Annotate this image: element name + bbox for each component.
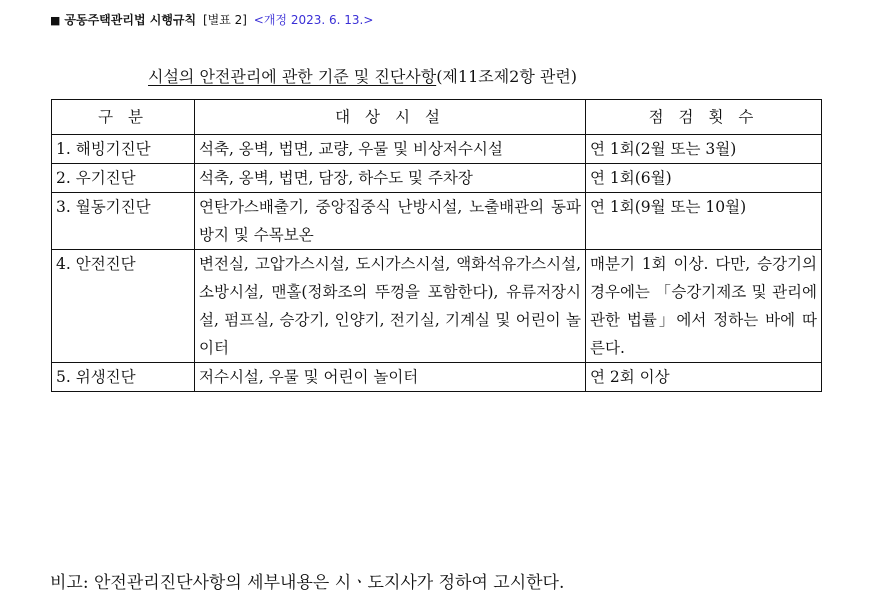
annex-label: [별표 2] bbox=[202, 13, 247, 27]
row-facilities: 저수시설, 우물 및 어린이 놀이터 bbox=[195, 363, 586, 392]
header-category: 구 분 bbox=[52, 100, 195, 135]
row-facilities: 석축, 옹벽, 법면, 담장, 하수도 및 주차장 bbox=[195, 164, 586, 193]
table-row bbox=[52, 164, 822, 193]
row-facilities: 석축, 옹벽, 법면, 교량, 우물 및 비상저수시설 bbox=[195, 135, 586, 164]
safety-inspection-table bbox=[51, 99, 822, 392]
table-row bbox=[52, 250, 822, 363]
row-frequency: 연 2회 이상 bbox=[586, 363, 822, 392]
revision-link[interactable]: <개정 2023. 6. 13.> bbox=[253, 13, 374, 27]
table-row bbox=[52, 193, 822, 250]
title-suffix: (제11조제2항 관련) bbox=[436, 67, 578, 86]
title-main: 시설의 안전관리에 관한 기준 및 진단사항 bbox=[148, 67, 437, 86]
row-category: 4. 안전진단 bbox=[52, 250, 195, 363]
table-header-row bbox=[52, 100, 822, 135]
row-frequency: 연 1회(2월 또는 3월) bbox=[586, 135, 822, 164]
row-category: 5. 위생진단 bbox=[52, 363, 195, 392]
square-bullet-icon: ■ bbox=[50, 14, 61, 27]
header-frequency: 점 검 횟 수 bbox=[586, 100, 822, 135]
row-category: 3. 월동기진단 bbox=[52, 193, 195, 250]
row-frequency: 연 1회(6월) bbox=[586, 164, 822, 193]
table-row bbox=[52, 363, 822, 392]
law-name: 공동주택관리법 시행규칙 bbox=[64, 13, 197, 27]
row-facilities: 변전실, 고압가스시설, 도시가스시설, 액화석유가스시설, 소방시설, 맨홀(정화조의 뚜껑을 포함한다), 유류저장시설, 펌프실, 승강기, 인양기, 전기실, 기계실 및 어린이 놀이터 bbox=[195, 250, 586, 363]
document-header bbox=[50, 11, 373, 28]
remark-note: 비고: 안전관리진단사항의 세부내용은 시ㆍ도지사가 정하여 고시한다. bbox=[50, 573, 565, 593]
row-frequency: 연 1회(9월 또는 10월) bbox=[586, 193, 822, 250]
row-category: 1. 해빙기진단 bbox=[52, 135, 195, 164]
header-facilities: 대 상 시 설 bbox=[195, 100, 586, 135]
row-category: 2. 우기진단 bbox=[52, 164, 195, 193]
document-title bbox=[148, 64, 577, 87]
row-facilities: 연탄가스배출기, 중앙집중식 난방시설, 노출배관의 동파방지 및 수목보온 bbox=[195, 193, 586, 250]
table-row bbox=[52, 135, 822, 164]
row-frequency: 매분기 1회 이상. 다만, 승강기의 경우에는 「승강기제조 및 관리에 관한 법률」에서 정하는 바에 따른다. bbox=[586, 250, 822, 363]
